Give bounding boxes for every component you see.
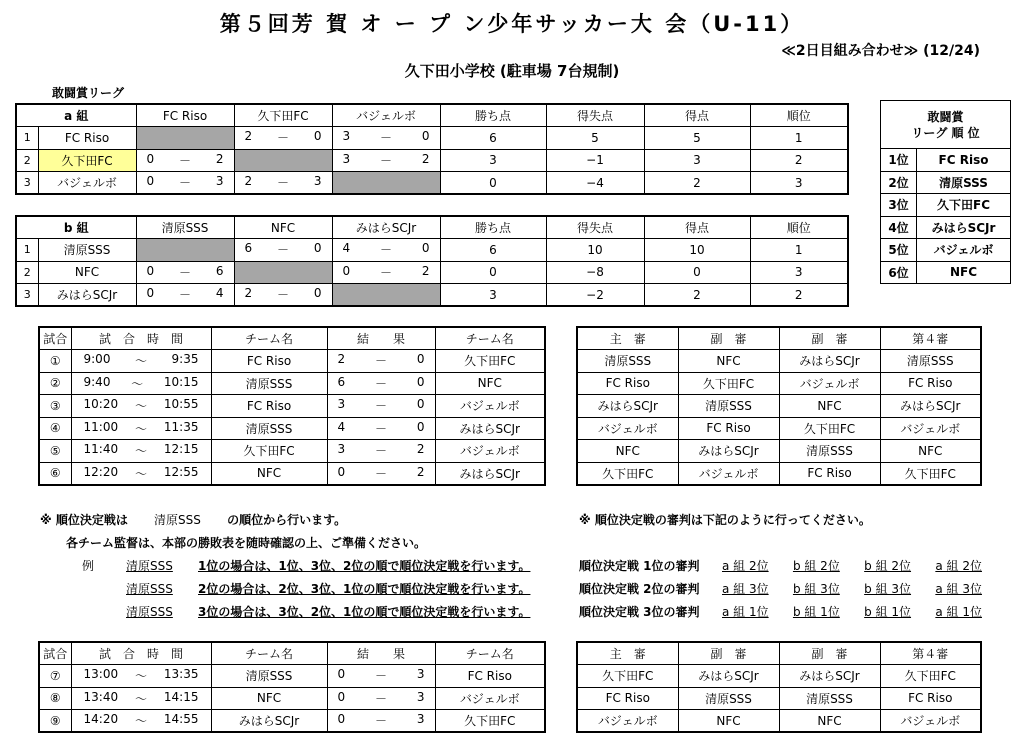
home-team: みはらSCJr [211, 710, 327, 733]
rank-cell: 1 [750, 239, 848, 262]
start-time: 11:40 [83, 442, 119, 457]
time-separator: 〜 [134, 669, 147, 684]
ref-rule-row: a 組 3位 b 組 3位 b 組 3位 a 組 3位 [722, 582, 982, 596]
referee-row [577, 395, 981, 418]
table-row [16, 127, 848, 150]
end-time: 13:35 [163, 667, 199, 682]
match-time [71, 350, 211, 373]
referee-cell: 清原SSS [678, 687, 779, 710]
note-rank-start: ※ 順位決定戦は 清原SSS の順位から行います。 [40, 513, 347, 527]
group-b-table [15, 215, 849, 307]
col-header: 久下田FC [234, 104, 332, 127]
col-header: チーム名 [211, 327, 327, 350]
match-time [71, 395, 211, 418]
score-dash: － [374, 691, 387, 706]
group-a-header-row [16, 104, 848, 127]
home-team: 清原SSS [211, 372, 327, 395]
self-match-cell [234, 261, 332, 284]
score-dash: － [374, 466, 387, 481]
table-row [16, 261, 848, 284]
referee-row [577, 350, 981, 373]
goals-cell: 2 [644, 284, 750, 307]
example-line: 清原SSS 2位の場合は、2位、3位、1位の順で順位決定戦を行います。 [126, 582, 531, 596]
score-dash: － [374, 376, 387, 391]
referee-cell: NFC [678, 350, 779, 373]
schedule-header-row [39, 327, 545, 350]
rank-cell: 3 [750, 172, 848, 195]
col-header: 勝ち点 [440, 216, 546, 239]
referee-cell: 清原SSS [678, 395, 779, 418]
score-cell: 0 － 3 [136, 172, 234, 195]
home-team: NFC [211, 462, 327, 485]
rank-label: 5位 [881, 239, 917, 262]
match-result [327, 417, 435, 440]
ref-rule-label: 順位決定戦 2位の審判 [579, 582, 700, 596]
team-name: 清原SSS [38, 239, 136, 262]
home-team: FC Riso [211, 350, 327, 373]
home-score: 6 [337, 374, 346, 389]
rank-label: 4位 [881, 216, 917, 239]
away-score: 3 [416, 712, 425, 726]
row-index: 3 [16, 172, 38, 195]
group-b-header: b 組 [16, 216, 136, 239]
referee-cell: NFC [779, 395, 880, 418]
start-time: 10:20 [83, 397, 119, 412]
ranking-row [881, 171, 1011, 194]
end-time: 14:55 [163, 712, 199, 726]
col-header: チーム名 [435, 642, 545, 665]
group-a-header: a 組 [16, 104, 136, 127]
referee-row [577, 710, 981, 733]
match-row [39, 417, 545, 440]
home-score: 3 [337, 442, 346, 457]
match-row [39, 440, 545, 463]
away-team: バジェルボ [435, 395, 545, 418]
time-separator: 〜 [134, 399, 147, 414]
score-cell: 2 － 0 [234, 284, 332, 307]
col-header: 主 審 [577, 327, 678, 350]
example-line: 清原SSS 3位の場合は、3位、2位、1位の順で順位決定戦を行います。 [126, 605, 531, 619]
referee-cell: バジェルボ [880, 710, 981, 733]
match-time [71, 687, 211, 710]
score-cell: 0 － 2 [136, 149, 234, 172]
note-confirm: 各チーム監督は、本部の勝敗表を随時確認の上、ご準備ください。 [66, 536, 427, 550]
col-header: 勝ち点 [440, 104, 546, 127]
score-dash: － [374, 421, 387, 436]
row-index: 1 [16, 127, 38, 150]
col-header: 第４審 [880, 642, 981, 665]
col-header: 副 審 [779, 327, 880, 350]
away-team: みはらSCJr [435, 462, 545, 485]
referee-cell: NFC [678, 710, 779, 733]
goals-cell: 2 [644, 172, 750, 195]
self-match-cell [136, 239, 234, 262]
referee-cell: 清原SSS [577, 350, 678, 373]
time-separator: 〜 [134, 466, 147, 481]
points-cell: 3 [440, 149, 546, 172]
home-team: 清原SSS [211, 417, 327, 440]
venue-label: 久下田小学校 (駐車場 7台規制) [404, 62, 620, 80]
end-time: 11:35 [163, 419, 199, 434]
rank-label: 3位 [881, 194, 917, 217]
col-header: 結 果 [327, 327, 435, 350]
schedule-table-2 [38, 641, 546, 733]
schedule-table-1 [38, 326, 546, 486]
referee-table-2 [576, 641, 982, 733]
col-header: 試 合 時 間 [71, 642, 211, 665]
away-team: みはらSCJr [435, 417, 545, 440]
match-row [39, 710, 545, 733]
diff-cell: −4 [546, 172, 644, 195]
start-time: 11:00 [83, 419, 119, 434]
start-time: 13:40 [83, 689, 119, 704]
col-header: FC Riso [136, 104, 234, 127]
example-line: 清原SSS 1位の場合は、1位、3位、2位の順で順位決定戦を行います。 [126, 559, 531, 573]
row-index: 3 [16, 284, 38, 307]
match-time [71, 665, 211, 688]
match-time [71, 440, 211, 463]
home-score: 0 [337, 689, 346, 704]
time-separator: 〜 [134, 421, 147, 436]
referee-cell: バジェルボ [678, 462, 779, 485]
referee-cell: FC Riso [880, 372, 981, 395]
away-team: 久下田FC [435, 350, 545, 373]
referee-cell: バジェルボ [577, 710, 678, 733]
referee-cell: FC Riso [577, 687, 678, 710]
referee-table-1 [576, 326, 982, 486]
page-title: 第５回芳 賀 オ ー プ ン少年サッカー大 会（U-11） [219, 12, 805, 36]
match-number: ③ [39, 395, 71, 418]
match-row [39, 350, 545, 373]
home-score: 2 [337, 352, 346, 367]
away-team: 久下田FC [435, 710, 545, 733]
time-separator: 〜 [134, 354, 147, 369]
ref-rule-label: 順位決定戦 1位の審判 [579, 559, 700, 573]
match-row [39, 665, 545, 688]
col-header: 順位 [750, 216, 848, 239]
referee-row [577, 462, 981, 485]
home-score: 4 [337, 419, 346, 434]
col-header: 得失点 [546, 216, 644, 239]
row-index: 2 [16, 149, 38, 172]
end-time: 12:15 [163, 442, 199, 457]
referee-row [577, 372, 981, 395]
referee-row [577, 665, 981, 688]
ranking-row [881, 149, 1011, 172]
match-number: ⑨ [39, 710, 71, 733]
col-header: チーム名 [211, 642, 327, 665]
match-row [39, 462, 545, 485]
home-team: 久下田FC [211, 440, 327, 463]
home-team: NFC [211, 687, 327, 710]
away-score: 2 [416, 442, 425, 457]
referee-cell: みはらSCJr [577, 395, 678, 418]
score-cell: 4 － 0 [332, 239, 440, 262]
away-team: FC Riso [435, 665, 545, 688]
rank-label: 6位 [881, 261, 917, 284]
row-index: 2 [16, 261, 38, 284]
start-time: 12:20 [83, 464, 119, 479]
referee-row [577, 440, 981, 463]
referee-cell: 久下田FC [880, 462, 981, 485]
col-header: バジェルボ [332, 104, 440, 127]
away-team: バジェルボ [435, 687, 545, 710]
referee-cell: みはらSCJr [678, 440, 779, 463]
home-team: 清原SSS [211, 665, 327, 688]
team-name: 久下田FC [917, 194, 1011, 217]
match-result [327, 440, 435, 463]
ranking-row [881, 239, 1011, 262]
away-score: 0 [416, 352, 425, 367]
referee-cell: みはらSCJr [880, 395, 981, 418]
self-match-cell [234, 149, 332, 172]
score-cell: 0 － 6 [136, 261, 234, 284]
col-header: NFC [234, 216, 332, 239]
ranking-title: 敢闘賞 リーグ 順 位 [881, 101, 1011, 149]
self-match-cell [136, 127, 234, 150]
referee-cell: FC Riso [678, 417, 779, 440]
col-header: 副 審 [678, 642, 779, 665]
match-row [39, 687, 545, 710]
team-name: NFC [38, 261, 136, 284]
rank-cell: 2 [750, 284, 848, 307]
away-score: 0 [416, 419, 425, 434]
goals-cell: 5 [644, 127, 750, 150]
match-number: ⑦ [39, 665, 71, 688]
start-time: 14:20 [83, 712, 119, 726]
score-cell: 3 － 2 [332, 149, 440, 172]
col-header: 得失点 [546, 104, 644, 127]
goals-cell: 0 [644, 261, 750, 284]
referee-cell: FC Riso [577, 372, 678, 395]
away-score: 0 [416, 374, 425, 389]
ranking-row [881, 216, 1011, 239]
away-score: 3 [416, 667, 425, 682]
start-time: 13:00 [83, 667, 119, 682]
referee-header-row [577, 327, 981, 350]
end-time: 10:15 [163, 374, 199, 389]
end-time: 12:55 [163, 464, 199, 479]
team-name: みはらSCJr [38, 284, 136, 307]
match-number: ④ [39, 417, 71, 440]
score-dash: － [374, 669, 387, 684]
team-name: FC Riso [38, 127, 136, 150]
team-name: バジェルボ [917, 239, 1011, 262]
score-cell: 2 － 0 [234, 127, 332, 150]
match-result [327, 665, 435, 688]
match-row [39, 395, 545, 418]
col-header: 順位 [750, 104, 848, 127]
diff-cell: −8 [546, 261, 644, 284]
referee-row [577, 687, 981, 710]
score-cell: 0 － 4 [136, 284, 234, 307]
score-cell: 0 － 2 [332, 261, 440, 284]
rank-cell: 3 [750, 261, 848, 284]
home-score: 0 [337, 712, 346, 726]
ref-rule-row: a 組 2位 b 組 2位 b 組 2位 a 組 2位 [722, 559, 982, 573]
match-result [327, 687, 435, 710]
col-header: みはらSCJr [332, 216, 440, 239]
rank-cell: 2 [750, 149, 848, 172]
score-dash: － [374, 444, 387, 459]
rank-label: 1位 [881, 149, 917, 172]
match-result [327, 395, 435, 418]
home-score: 3 [337, 397, 346, 412]
table-row [16, 172, 848, 195]
goals-cell: 10 [644, 239, 750, 262]
page-subtitle: ≪2日目組み合わせ≫ (12/24) [781, 43, 980, 59]
col-header: 主 審 [577, 642, 678, 665]
diff-cell: 5 [546, 127, 644, 150]
match-number: ⑧ [39, 687, 71, 710]
score-cell: 3 － 0 [332, 127, 440, 150]
referee-cell: NFC [577, 440, 678, 463]
league-label: 敢闘賞リーグ [52, 86, 125, 100]
note-referee-rule: ※ 順位決定戦の審判は下記のように行ってください。 [579, 513, 871, 527]
team-name: バジェルボ [38, 172, 136, 195]
match-row [39, 372, 545, 395]
score-cell: 6 － 0 [234, 239, 332, 262]
col-header: 試 合 時 間 [71, 327, 211, 350]
points-cell: 6 [440, 127, 546, 150]
time-separator: 〜 [131, 376, 144, 391]
match-result [327, 372, 435, 395]
match-result [327, 350, 435, 373]
self-match-cell [332, 284, 440, 307]
self-match-cell [332, 172, 440, 195]
col-header: 試合 [39, 327, 71, 350]
away-team: NFC [435, 372, 545, 395]
match-number: ① [39, 350, 71, 373]
score-dash: － [374, 714, 387, 728]
rank-label: 2位 [881, 171, 917, 194]
match-result [327, 462, 435, 485]
score-dash: － [374, 354, 387, 369]
table-row [16, 239, 848, 262]
time-separator: 〜 [134, 444, 147, 459]
team-name: FC Riso [917, 149, 1011, 172]
start-time: 9:00 [83, 352, 111, 367]
away-score: 2 [416, 464, 425, 479]
row-index: 1 [16, 239, 38, 262]
home-score: 0 [337, 464, 346, 479]
time-separator: 〜 [134, 691, 147, 706]
match-number: ⑥ [39, 462, 71, 485]
end-time: 9:35 [171, 352, 199, 367]
group-a-table [15, 103, 849, 195]
away-score: 0 [416, 397, 425, 412]
referee-cell: NFC [880, 440, 981, 463]
rank-cell: 1 [750, 127, 848, 150]
referee-cell: FC Riso [779, 462, 880, 485]
points-cell: 6 [440, 239, 546, 262]
away-score: 3 [416, 689, 425, 704]
referee-cell: みはらSCJr [779, 665, 880, 688]
referee-cell: NFC [779, 710, 880, 733]
team-name: NFC [917, 261, 1011, 284]
points-cell: 3 [440, 284, 546, 307]
match-result [327, 710, 435, 733]
points-cell: 0 [440, 172, 546, 195]
referee-cell: 久下田FC [678, 372, 779, 395]
home-team: FC Riso [211, 395, 327, 418]
end-time: 10:55 [163, 397, 199, 412]
col-header: 得点 [644, 216, 750, 239]
col-header: チーム名 [435, 327, 545, 350]
referee-cell: 久下田FC [577, 665, 678, 688]
group-b-header-row [16, 216, 848, 239]
col-header: 第４審 [880, 327, 981, 350]
match-time [71, 462, 211, 485]
referee-cell: バジェルボ [577, 417, 678, 440]
referee-cell: FC Riso [880, 687, 981, 710]
col-header: 試合 [39, 642, 71, 665]
goals-cell: 3 [644, 149, 750, 172]
schedule-header-row [39, 642, 545, 665]
ref-rule-row: a 組 1位 b 組 1位 b 組 1位 a 組 1位 [722, 605, 982, 619]
referee-cell: 久下田FC [779, 417, 880, 440]
match-time [71, 710, 211, 733]
team-name: 久下田FC [38, 149, 136, 172]
end-time: 14:15 [163, 689, 199, 704]
col-header: 得点 [644, 104, 750, 127]
team-name: 清原SSS [917, 171, 1011, 194]
away-team: バジェルボ [435, 440, 545, 463]
score-cell: 2 － 3 [234, 172, 332, 195]
referee-cell: バジェルボ [880, 417, 981, 440]
example-label: 例 [82, 559, 95, 573]
team-name: みはらSCJr [917, 216, 1011, 239]
match-time [71, 417, 211, 440]
match-number: ⑤ [39, 440, 71, 463]
referee-cell: 清原SSS [779, 440, 880, 463]
referee-cell: 清原SSS [880, 350, 981, 373]
referee-cell: 清原SSS [779, 687, 880, 710]
diff-cell: 10 [546, 239, 644, 262]
col-header: 副 審 [678, 327, 779, 350]
col-header: 清原SSS [136, 216, 234, 239]
diff-cell: −2 [546, 284, 644, 307]
col-header: 結 果 [327, 642, 435, 665]
ranking-row [881, 194, 1011, 217]
match-time [71, 372, 211, 395]
score-dash: － [374, 399, 387, 414]
ranking-title-row [881, 101, 1011, 149]
table-row [16, 284, 848, 307]
points-cell: 0 [440, 261, 546, 284]
time-separator: 〜 [134, 714, 147, 728]
referee-row [577, 417, 981, 440]
referee-cell: 久下田FC [577, 462, 678, 485]
match-number: ② [39, 372, 71, 395]
ref-rule-label: 順位決定戦 3位の審判 [579, 605, 700, 619]
referee-header-row [577, 642, 981, 665]
ranking-row [881, 261, 1011, 284]
referee-cell: みはらSCJr [678, 665, 779, 688]
col-header: 副 審 [779, 642, 880, 665]
referee-cell: みはらSCJr [779, 350, 880, 373]
diff-cell: −1 [546, 149, 644, 172]
home-score: 0 [337, 667, 346, 682]
referee-cell: 久下田FC [880, 665, 981, 688]
referee-cell: バジェルボ [779, 372, 880, 395]
start-time: 9:40 [83, 374, 111, 389]
table-row [16, 149, 848, 172]
ranking-table [880, 100, 1011, 284]
